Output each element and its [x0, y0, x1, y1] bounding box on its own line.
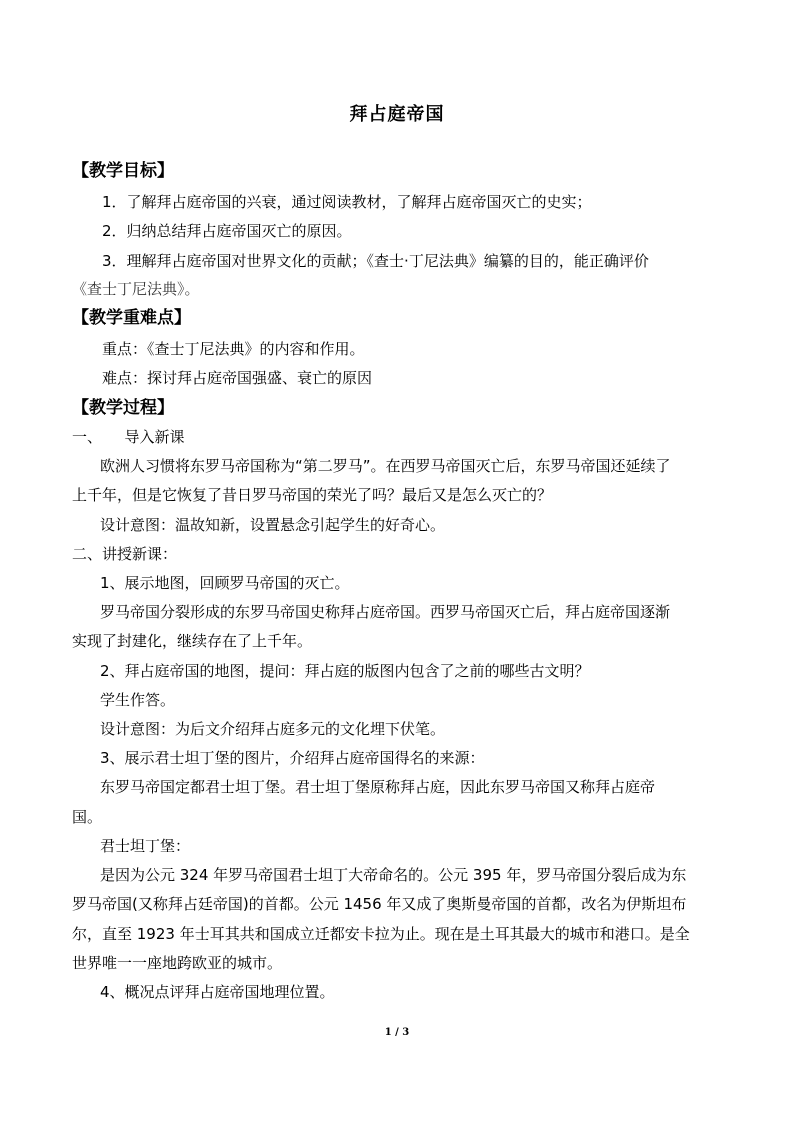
step-3-description-line-1: 是因为公元 324 年罗马帝国君士坦丁大帝命名的。公元 395 年，罗马帝国分裂后成为东 — [100, 866, 687, 884]
page-number: 1 / 3 — [384, 1027, 410, 1038]
step-1-paragraph-line-2: 实现了封建化，继续存在了上千年。 — [72, 632, 313, 650]
step-2-answer: 学生作答。 — [100, 691, 176, 709]
key-point: 重点：《查士丁尼法典》的内容和作用。 — [102, 340, 365, 358]
process-heading: 【教学过程】 — [72, 398, 174, 418]
step-3-paragraph-line-2: 国。 — [72, 808, 103, 826]
part1-title: 一、 导入新课 — [72, 428, 185, 446]
key-points-heading: 【教学重难点】 — [72, 308, 191, 328]
part2-title: 二、讲授新课： — [72, 545, 178, 563]
part1-paragraph-line-2: 上千年，但是它恢复了昔日罗马帝国的荣光了吗？最后又是怎么灭亡的？ — [72, 486, 553, 504]
difficult-point: 难点：探讨拜占庭帝国强盛、衰亡的原因 — [102, 369, 373, 387]
step-3-description-line-2: 罗马帝国(又称拜占廷帝国)的首都。公元 1456 年又成了奥斯曼帝国的首都，改名为伊斯坦布 — [72, 895, 687, 913]
objective-3-line-2: 《查士丁尼法典》。 — [72, 280, 200, 298]
objective-1: 1．了解拜占庭帝国的兴衰，通过阅读教材，了解拜占庭帝国灭亡的史实； — [102, 193, 592, 211]
step-2: 2、拜占庭帝国的地图，提问：拜占庭的版图内包含了之前的哪些古文明？ — [100, 662, 590, 680]
part1-design-intent: 设计意图：温故知新，设置悬念引起学生的好奇心。 — [100, 516, 446, 534]
step-1-paragraph-line-1: 罗马帝国分裂形成的东罗马帝国史称拜占庭帝国。西罗马帝国灭亡后，拜占庭帝国逐渐 — [100, 603, 671, 621]
objective-3-line-1: 3．理解拜占庭帝国对世界文化的贡献；《查士·丁尼法典》编纂的目的，能正确评价 — [102, 252, 649, 270]
objective-2: 2．归纳总结拜占庭帝国灭亡的原因。 — [102, 222, 352, 240]
objectives-heading: 【教学目标】 — [72, 161, 174, 181]
step-3: 3、展示君士坦丁堡的图片，介绍拜占庭帝国得名的来源： — [100, 749, 485, 767]
part1-paragraph-line-1: 欧洲人习惯将东罗马帝国称为“第二罗马”。在西罗马帝国灭亡后，东罗马帝国还延续了 — [100, 457, 671, 475]
step-1: 1、展示地图，回顾罗马帝国的灭亡。 — [100, 574, 350, 592]
step-3-paragraph-line-1: 东罗马帝国定都君士坦丁堡。君士坦丁堡原称拜占庭，因此东罗马帝国又称拜占庭帝 — [100, 778, 656, 796]
document-title: 拜占庭帝国 — [349, 104, 445, 125]
step-4: 4、概况点评拜占庭帝国地理位置。 — [100, 983, 335, 1001]
step-2-design-intent: 设计意图：为后文介绍拜占庭多元的文化埋下伏笔。 — [100, 720, 446, 738]
step-3-description-line-3: 尔，直至 1923 年士耳其共和国成立迁都安卡拉为止。现在是土耳其最大的城市和港口。是全 — [72, 925, 690, 943]
step-3-description-line-4: 世界唯一一座地跨欧亚的城市。 — [72, 954, 283, 972]
step-3-label: 君士坦丁堡： — [100, 837, 191, 855]
